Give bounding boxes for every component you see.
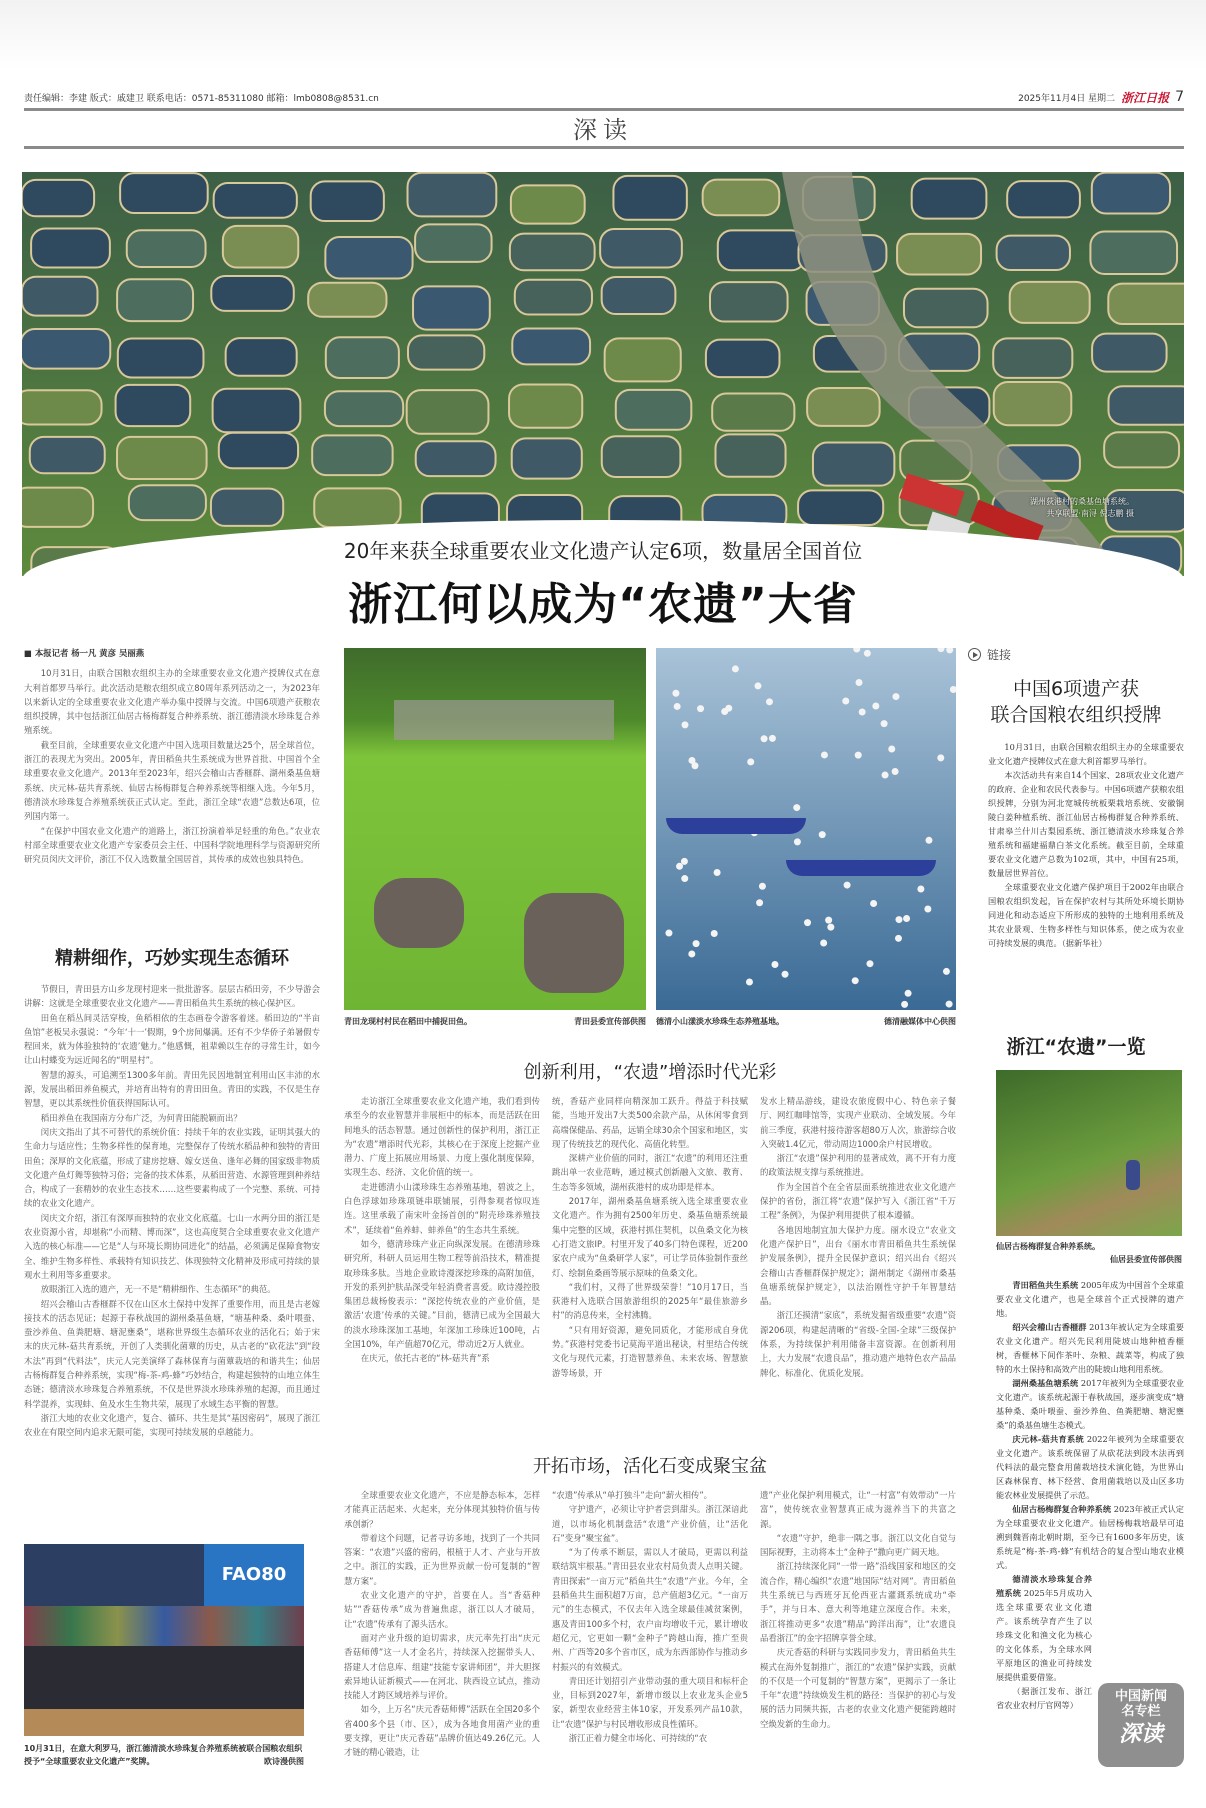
section3-paragraph: 守护遗产，必须让守护者尝到甜头。浙江深谙此道，以市场化机制盘活“农遗”产业价值，让“活化石”变身“聚宝盆”。 [552,1504,748,1543]
badge-line3: 深读 [1118,1722,1163,1747]
heritage-text: 2023年被正式认定为全球重要农业文化遗产。仙居杨梅栽培最早可追溯到魏晋南北朝时期，至今已有1600多年历史，该系统是“梅-茶-鸡-蜂”有机结合的复合型山地农业模式。 [996,1504,1184,1570]
fish-pond [120,173,208,213]
circle-arrow-icon [968,648,981,661]
rice-photo-credit: 青田县委宣传部供图 [574,1017,646,1026]
buoy [827,924,834,931]
fish-pond [117,279,193,321]
bayberry-photo-credit: 仙居县委宣传部供图 [1110,1255,1182,1264]
buoy [732,665,739,672]
section3-paragraph: 带着这个问题，记者寻访多地，找到了一个共同答案：“农遗”兴盛的密码，根植于人才、产业与开放之中。浙江的实践，正为世界贡献一份可复制的“智慧方案”。 [344,1532,540,1586]
editor-info: 责任编辑：李建 版式：戚建卫 联系电话：0571-85311080 邮箱：lmb0808@8531.cn [24,93,379,104]
fish-pond [1108,284,1184,324]
section-rule [24,146,1184,149]
sidebar-box1-body [988,740,1184,950]
box1-paragraph: 本次活动共有来自14个国家、28项农业文化遗产的政府、企业和农民代表参与。中国6项遗产获粮农组织授牌，分别为河北宽城传统板栗栽培系统、安徽铜陵白姜种植系统、浙江仙居古杨梅群复合种养系统、甘肃皋兰什川古梨园系统、浙江德清淡水珍珠复合养殖系统和福建福鼎白茶文化系统。截至目前，全球重要农业文化遗产总数为102项，其中，中国有25项，数量居世界首位。 [988,770,1184,878]
fish-pond [30,437,105,473]
fish-pond [1104,432,1179,467]
buoy [844,882,851,889]
fish-pond [325,237,412,278]
fish-pond [997,236,1070,270]
fish-pond [311,181,384,221]
fish-pond [1010,282,1090,323]
buoy [852,977,859,984]
fish-pond [515,280,592,315]
section3-column-3 [760,1488,956,1788]
pearl-photo-caption [656,1016,956,1027]
heritage-text: 2022年被列为全球重要农业文化遗产。该系统保留了从砍花法到段木法再到代料法的最完整食用菌栽培技术演化链，为世界山区森林保育、林下经营、食用菌栽培以及山区多功能农林业发展提供了示范。 [996,1434,1185,1500]
buoy [882,772,889,779]
fish-pond [314,488,400,527]
hero-photo-illustration [22,172,1184,576]
section2-heading: 创新利用，“农遗”增添时代光彩 [523,1062,777,1083]
buoy [819,831,826,838]
heritage-name: 湖州桑基鱼塘系统 [1012,1378,1079,1388]
fish-pond [211,276,293,311]
fish-pond [602,277,676,314]
headline: 浙江何以成为“农遗”大省 [348,579,858,630]
heritage-item [996,1376,1184,1432]
hero-photo-fish-ponds [22,172,1184,576]
fish-pond [798,490,883,525]
section3-column-1 [344,1488,540,1788]
buoy [672,690,679,697]
section3-heading: 开拓市场，活化石变成聚宝盆 [533,1456,767,1477]
buoy [892,768,899,775]
buoy [681,875,688,882]
column-badge [1098,1683,1184,1767]
heritage-text: 2025年5月成功入选全球重要农业文化遗产。该系统孕育产生了以珍珠文化和渔文化为核心的文化体系，为全球水网平原地区的渔业可持续发展提供重要借鉴。 [996,1588,1093,1682]
sidebar-box2-list [996,1278,1184,1712]
fish-pond [512,328,590,364]
screen-backdrop [24,1544,204,1606]
fish-pond [511,185,585,223]
intro-paragraph: 截至目前，全球重要农业文化遗产中国入选项目数量达25个，居全球首位，浙江的表现尤为突出。2005年，青田稻鱼共生系统成为世界首批、中国首个全球重要农业文化遗产。2013年至2023年，绍兴会稽山古香榧群、湖州桑基鱼塘系统、庆元林-菇共育系统、仙居古杨梅群复合种养系统等相继入选。今年5月，德清淡水珍珠复合养殖系统获正式认定。至此，浙江全球“农遗”总数达6项，位列国内第一。 [24,739,320,822]
heritage-name: 青田稻鱼共生系统 [1012,1280,1079,1290]
fish-pond [1090,232,1177,274]
fish-pond [1092,173,1170,214]
farmers-group [374,878,464,948]
award-ceremony-photo [24,1544,304,1736]
fish-pond [703,180,780,216]
box1-title-line1: 中国6项遗产获 [1012,678,1140,700]
fish-pond [22,390,102,424]
heritage-item [996,1432,1184,1502]
fish-pond [219,433,298,469]
fish-pond [408,335,484,369]
fish-pond [1092,334,1166,372]
fish-pond [308,283,386,317]
fish-pond [413,286,490,329]
fish-pond [22,180,94,216]
fish-pond [22,488,93,527]
section2-paragraph: 浙江“农遗”保护利用的显著成效，离不开有力度的政策法规支撑与系统推进。 [760,1153,956,1178]
buoy [870,900,877,907]
buoy [693,940,700,947]
heritage-item [996,1278,1184,1320]
bayberry-photo [996,1070,1182,1236]
buoy [688,757,695,764]
fish-pond [813,443,894,486]
box1-paragraph: 全球重要农业文化遗产保护项目于2002年由联合国粮农组织发起，旨在保护农村与其所处环境长期协同进化和动态适应下所形成的独特的土地利用系统及其农业景观、生物多样性与知识体系，使之成为农业可持续发展的典范。（据新华社） [988,882,1184,948]
section1-paragraph: 田鱼在稻丛间灵活穿梭，鱼稻相依的生态画卷令游客着迷。稻田边的“半亩鱼馆”老板吴永强说：“今年‘十一’假期，9个房间爆满。还有不少华侨子弟暑假专程回来，就为体验独特的‘农遗’魅力。”他感慨，祖辈赖以生存的寻常生计，如今让山村蝶变为远近闻名的“明星村”。 [24,1012,320,1066]
page-number: 7 [1175,89,1184,105]
heritage-name: 庆元林-菇共育系统 [1012,1434,1084,1444]
flags-row [24,1606,304,1646]
link-label-text: 链接 [987,648,1012,662]
buoy [793,804,800,811]
buoy [756,899,763,906]
section2-column-3 [760,1094,956,1424]
fish-pond [213,389,301,432]
fish-pond [22,277,97,316]
section1-paragraph: 闵庆文指出了其不可替代的系统价值：持续千年的农业实践，证明其强大的生命力与适应性；生物多样性的保育地，完整保存了传统水稻品种和独特的青田田鱼；深厚的文化底蕴，形成了建房挖塘、嫁女送鱼、逢年必舞的国家级非物质文化遗产鱼灯舞等独特习俗；完备的技术体系，从稻田营造、水源管理到种养结合，构成了一套精妙的农业生态技术……这些要素构成了一个完整、系统、可持续的农业文化遗产。 [24,1126,320,1209]
buoy [888,746,895,753]
buoy [804,919,811,926]
intro-paragraph: “在保护中国农业文化遗产的道路上，浙江扮演着举足轻重的角色。”农业农村部全球重要农业文化遗产专家委员会主任、中国科学院地理科学与资源研究所研究员闵庆文评价，浙江不仅入选数量全国居首，其传承的成效也独具特色。 [24,825,320,865]
buoy [747,758,754,765]
section2-paragraph: 浙江还摸清“家底”，系统发掘省级重要“农遗”资源206项，构建起清晰的“省级-全国-全球”三级保护体系，为持续保护利用储备丰富资源。在创新利用上，大力发展“农遗良品”，推动遗产地特色农产品品牌化、标准化、优质化发展。 [760,1310,956,1378]
buoy [766,698,773,705]
fish-pond [116,385,191,426]
buoy [674,703,681,710]
fish-pond [1007,181,1080,217]
buoy [754,682,761,689]
heritage-text: 2013年被认定为全球重要农业文化遗产。绍兴先民利用陡坡山地种植香榧树，香榧林下间作茶叶、杂粮、蔬菜等，构成了独特的水土保持和高效产出的陡坡山地利用系统。 [996,1322,1184,1374]
buoy [950,686,956,693]
section2-paragraph: 2017年，湖州桑基鱼塘系统入选全球重要农业文化遗产。作为拥有2500年历史、桑基鱼塘系统最集中完整的区域，荻港村抓住契机，以鱼桑文化为核心打造文旅IP。村里开发了40多门特色课程，近200家农户成为“鱼桑研学人家”，可让学员体验制作蚕丝灯、绘制鱼桑画等展示原味的鱼桑文化。 [552,1196,748,1278]
section1-paragraph: 放眼浙江入选的遗产，无一不是“精耕细作、生态循环”的典范。 [40,1284,276,1295]
issue-date: 2025年11月4日 星期二 [1018,93,1116,104]
fish-pond [226,338,297,376]
buoy [761,735,768,742]
hero-caption: 湖州荻港村的桑基鱼塘系统。 [1030,497,1134,506]
sidebar-box2-title: 浙江“农遗”一览 [1006,1036,1146,1058]
section1-paragraph: 闵庆文介绍，浙江有深厚而独特的农业文化底蕴。七山一水两分田的浙江是农业资源小省，却堪称“小而精、博而深”，这也高度契合全球重要农业文化遗产入选的核心标准——它是“人与环境长期协同进化”的结晶，必须满足保障食物安全、维护生物多样性、承载特有知识技艺、体现独特文化精神及形成可持续的景观水土利用等多重要求。 [24,1212,320,1280]
hero-photographer: 共享联盟·南浔 倪志鹏 摄 [1046,509,1134,518]
section1-column [24,982,320,1494]
fish-pond [602,436,681,477]
section3-paragraph: “为了传承不断层，需以人才破局，更需以利益联结筑牢根基。”青田县农业农村局负责人点明关键。青田探索“一亩万元”稻鱼共生“农遗”产业。今年，全县稻鱼共生面积超7万亩，总产值超3亿元。“一亩万元”的生态模式，不仅去年入选全球最佳减贫案例，惠及青田100多个村，农户亩均增收千元，累计增收超亿元，它更如一颗“金种子”跨越山海，推广至贵州、广西等20多个省市区，成为东西部协作与推动乡村振兴的有效模式。 [552,1547,748,1672]
heritage-name: 仙居古杨梅群复合种养系统 [1012,1504,1112,1514]
fish-pond [600,229,682,267]
section2-paragraph: 作为全国首个在全省层面系统推进农业文化遗产保护的省份，浙江将“农遗”保护写入《浙江省“千万工程”条例》，为保护利用提供了根本遵循。 [760,1181,956,1221]
fish-pond [605,338,681,381]
section1-heading: 精耕细作，巧妙实现生态循环 [55,948,289,969]
fish-pond [416,441,496,476]
badge-line1: 中国新闻 [1114,1689,1167,1704]
buoy [759,883,766,890]
buoy [895,916,902,923]
heritage-text: 2017年被列为全球重要农业文化遗产。该系统起源于春秋战国，逐步演变成“塘基种桑、桑叶喂蚕、蚕沙养鱼、鱼粪肥塘、塘泥壅桑”的桑基鱼塘生态模式。 [996,1378,1184,1430]
buoy [859,709,866,716]
intro-paragraph: 10月31日，由联合国粮农组织主办的全球重要农业文化遗产授牌仪式在意大利首都罗马举行。此次活动是粮农组织成立80周年系列活动之一，为2023年以来新认定的全球重要农业文化遗产举办集中授牌与交流。中国6项遗产获粮农组织授牌，其中包括浙江仙居古杨梅群复合种养系统、浙江德清淡水珍珠复合养殖系统。 [24,668,320,736]
fish-pond [512,438,582,478]
rice-photo-caption [344,1016,646,1027]
box1-title-line2: 联合国粮农组织授牌 [990,704,1162,726]
fish-pond [407,390,489,434]
section2-column-2 [552,1094,748,1424]
fish-pond [117,437,207,479]
buoy [855,752,862,759]
buoy [681,721,688,728]
buoy [769,735,776,742]
farmers-group [524,893,624,993]
buoy [676,863,683,870]
farmer-figure [1126,1160,1140,1190]
buoy [866,960,873,967]
heritage-name: 绍兴会稽山古香榧群 [1012,1322,1087,1332]
section1-paragraph: 智慧的源头，可追溯至1300多年前。青田先民因地制宜利用山区丰沛的水源，发展出稻田养鱼模式，并培育出特有的青田田鱼。青田的实践，不仅是生存智慧，更以其系统性价值获得国际认可。 [24,1069,320,1109]
buoy [917,886,924,893]
fish-pond [127,230,206,267]
buoy [937,754,944,761]
section3-paragraph: 浙江持续深化同“一带一路”沿线国家和地区的交流合作，精心编织“农遗”地国际“结对网”。青田稻鱼共生系统已与西班牙瓦伦西亚古灌溉系统成功“牵手”，并与日本、意大利等地建立深度合作。未来，浙江将推动更多“农遗”精品“跨洋出海”，让“农遗良品看浙江”的金字招牌享誉全球。 [760,1561,956,1643]
fish-pond [31,229,110,268]
buoy [842,697,849,704]
fish-pond [706,340,780,377]
section2-paragraph: 在庆元，依托古老的“林-菇共育”系 [360,1353,490,1364]
heritage-item [996,1572,1092,1684]
fish-pond [510,234,595,271]
buoy [665,930,672,937]
section3-paragraph: “农遗”传承从“单打独斗”走向“薪火相传”。 [552,1490,713,1500]
fish-pond [715,434,785,476]
buoy [924,906,931,913]
rice-field-photo [344,648,646,1010]
section1-paragraph: 节假日，青田县方山乡龙现村迎来一批批游客。层层古稻田旁，不少导游会讲解：这就是全球重要农业文化遗产——青田稻鱼共生系统的核心保护区。 [24,984,320,1009]
section3-paragraph: 如今，上万名“庆元香菇师傅”活跃在全国20多个省400多个县（市、区），成为各地食用菌产业的重要支撑，更让“庆元香菇”品牌价值达49.26亿元。人才链的精心锻造，让 [344,1704,540,1758]
fish-pond [994,382,1072,425]
section2-paragraph: 深耕产业价值的同时，浙江“农遗”的利用还注重跳出单一农业范畴，通过模式创新融入文旅、教育、生态等多领域，湖州荻港村的成功即是样本。 [552,1153,748,1192]
section-title: 深读 [573,116,633,144]
masthead [24,88,1184,106]
buoy [825,917,832,924]
buoy [697,705,704,712]
section3-column-2 [552,1488,748,1788]
fish-pond [223,226,298,268]
buoy [901,1001,908,1008]
fish-pond [214,183,297,218]
top-fade [0,0,1206,70]
award-photo-caption [24,1742,304,1768]
boat [666,818,806,834]
fish-pond [211,489,283,526]
section3-paragraph: 面对产业升级的迫切需求，庆元率先打出“庆元香菇师傅”这一人才金名片，持续深入挖掘带头人、搭建人才信息库、组建“技能专家讲师团”，并大胆探索异地认证新模式——在河北、陕西设立试点，推动技能人才跨区域培养与评价。 [344,1632,540,1701]
subheadline: 20年来获全球重要农业文化遗产认定6项，数量居全国首位 [343,539,863,563]
buoy [782,971,789,978]
pearl-caption-text: 德清小山漾淡水珍珠生态养殖基地。 [656,1017,784,1026]
fish-pond [509,384,582,427]
section2-column-1 [344,1094,540,1424]
intro-column [24,646,320,866]
fish-pond [613,176,686,220]
award-photo-credit: 欧诗漫供图 [264,1757,304,1766]
rice-caption-text: 青田龙现村村民在稻田中捕捉田鱼。 [344,1017,472,1026]
hero-photo-credit [1030,496,1134,520]
section1-paragraph: 绍兴会稽山古香榧群不仅在山区水土保持中发挥了重要作用，而且是古老嫁接技术的活态见证；起源于春秋战国的湖州桑基鱼塘，“塘基种桑、桑叶喂蚕、蚕沙养鱼、鱼粪肥塘、塘泥壅桑”，堪称世界级生态循环农业的活化石；始于宋末的庆元林-菇共育系统，开创了人类驯化菌蕈的历史，从古老的“砍花法”到“段木法”再到“代料法”，庆元人完美演绎了森林保育与菌蕈栽培的和谐共生；仙居古杨梅群复合种养系统，实现“梅-茶-鸡-蜂”巧妙结合，构建起独特的山地立体生态链；德清淡水珍珠复合养殖系统，不仅是世界淡水珍珠养殖的起源，而且通过科学混养，实现蚌、鱼及水生生物共荣，展现了水域生态平衡的智慧。 [24,1298,320,1409]
section3-paragraph: 全球重要农业文化遗产，不应是静态标本，怎样才能真正活起来、火起来，充分体现其独特价值与传承创新？ [344,1490,540,1529]
buoy [946,648,953,653]
fish-pond [312,435,392,475]
section3-paragraph: 浙江正着力健全市场化、可持续的“农 [568,1733,708,1744]
buoy [895,935,902,942]
buoy [794,838,801,845]
buoy [820,939,827,946]
fish-pond [326,337,399,378]
fish-pond [325,391,403,426]
boat [786,860,936,876]
fish-pond [415,224,491,262]
buoy [714,869,721,876]
buoy [821,751,828,758]
sidebar-source: （据浙江发布、浙江省农业农村厅官网等） [996,1686,1092,1710]
section2-paragraph: 发水上精品游线，建设农旅度假中心、特色亲子餐厅、网红咖啡馆等，实现产业联动、全域发展。今年前三季度，荻港村接待游客超80万人次，旅游综合收入突破1.4亿元，带动周边1000余户村民增收。 [760,1096,956,1149]
section2-paragraph: 各地因地制宜加大保护力度。丽水设立“农业文化遗产保护日”，出台《丽水市青田稻鱼共生系统保护发展条例》，提升全民保护意识；绍兴出台《绍兴会稽山古香榧群保护规定》；湖州制定《湖州市桑基鱼塘系统保护规定》，以法治刚性守护千年智慧结晶。 [760,1224,956,1307]
buoy [853,648,860,653]
buoy [746,978,753,985]
section2-paragraph: “我们村，又得了世界级荣誉！”10月17日，当荻港村入选联合国旅游组织的2025年“最佳旅游乡村”的消息传来，全村沸腾。 [552,1281,748,1321]
section2-paragraph: 走访浙江全球重要农业文化遗产地，我们看到传承至今的农业智慧并非展柜中的标本，而是活跃在田间地头的活态智慧。通过创新性的保护利用，浙江正为“农遗”增添时代光彩，其核心在于深度上挖掘产业潜力、广度上拓展应用场景、力度上强化制度保障，实现生态、经济、文化价值的统一。 [344,1096,540,1178]
heritage-name: 德清淡水珍珠复合养殖系统 [996,1574,1092,1598]
fish-pond [718,230,805,270]
bayberry-caption-text: 仙居古杨梅群复合种养系统。 [996,1242,1100,1251]
fish-pond [1108,386,1184,424]
fish-pond [408,173,497,217]
pearl-photo-credit: 德清融媒体中心供图 [884,1017,956,1026]
section3-paragraph: “农遗”守护，绝非一隅之事。浙江以文化自觉与国际视野，主动将本土“金种子”撒向更广阔天地。 [760,1532,956,1558]
buoy [881,720,888,727]
buoy [856,679,863,686]
section2-paragraph: 统，香菇产业同样向精深加工跃升。得益于科技赋能，当地开发出7大类500余款产品，从休闲零食到高端保健品、药品，远销全球30余个国家和地区，实现了传统技艺的现代化、高值化转型。 [552,1096,748,1149]
buoy [946,1001,953,1008]
buoy [892,693,899,700]
fish-pond [712,393,794,430]
masthead-right [1018,89,1184,106]
buoy [943,968,950,975]
buoy [905,990,912,997]
bayberry-photo-caption [996,1240,1182,1266]
buoy [688,950,695,957]
buoy [864,650,871,657]
fish-pond [904,289,988,328]
buoy [925,837,932,844]
award-caption-text: 10月31日，在意大利罗马，浙江德清淡水珍珠复合养殖系统被联合国粮农组织授予“全球重要农业文化遗产”奖牌。 [24,1744,303,1766]
buoy [771,961,778,968]
badge-line2: 名专栏 [1121,1704,1161,1719]
buoy [937,648,944,652]
pearl-farm-photo [656,648,956,1010]
heritage-item [996,1502,1184,1572]
section3-paragraph: 庆元香菇的科研与实践同步发力，青田稻鱼共生模式在海外复制推广，浙江的“农遗”保护实践，贡献的不仅是一个可复制的“智慧方案”，更揭示了一条让千年“农遗”持续焕发生机的路径：当保护的初心与发展的活力同频共振，古老的农业文化遗产便能跨越时空焕发新的生命力。 [760,1647,956,1729]
fish-pond [807,388,879,426]
fao80-banner: FAO80 [204,1544,304,1606]
fish-pond [616,390,692,430]
paper-logo: 浙江日报 [1121,90,1170,105]
section2-paragraph: 如今，德清珍珠产业正向纵深发展。在德清珍珠研究所，科研人员运用生物工程等前沿技术，精准提取珍珠多肽。当地企业欧诗漫深挖珍珠的高附加值，开发的系列护肤品深受年轻消费者喜爱。欧诗漫控股集团总裁杨俊表示：“深挖传统农业的产业价值，是激活‘农遗’传承的关键。”目前，德清已成为全国最大的淡水珍珠深加工基地，年深加工珍珠近100吨，占全国10%，年产值超70亿元，带动近2万人就业。 [344,1238,540,1350]
section1-paragraph: 浙江大地的农业文化遗产，复合、循环、共生是其“基因密码”，展现了浙江农业在有限空间内追求无限可能，实现可持续发展的卓越能力。 [24,1412,320,1438]
village-houses [394,700,614,740]
section3-paragraph: 遗”产业化保护利用模式，让“一村富”有效带动“一片富”，使传统农业智慧真正成为滋养当下的共富之源。 [760,1490,956,1529]
fish-pond [897,234,981,275]
section3-paragraph: 青田还计划招引产业带动强的重大项目和标杆企业，目标到2027年，新增市级以上农业龙头企业5家，新型农业经营主体10家，开发系列产品10款，让“农遗”保护与村民增收形成良性循环。 [552,1675,748,1729]
buoy [872,702,879,709]
section3-paragraph: 农业文化遗产的守护，首要在人。当“香菇种姑”“香菇传承”成为普遍焦虑，浙江以人才破局，让“农遗”传承有了源头活水。 [344,1590,540,1629]
fish-pond [22,329,110,369]
fish-pond [710,282,788,321]
heritage-item [996,1320,1184,1376]
buoy [903,915,910,922]
fish-pond [912,179,987,219]
heritage-text: 2005年成为中国首个全球重要农业文化遗产，也是全球首个正式授牌的遗产地。 [996,1280,1184,1318]
byline: ■ 本报记者 杨一凡 黄彦 吴丽燕 [24,648,145,658]
fish-pond [993,338,1072,378]
sidebar-link-label [968,646,1011,663]
section2-paragraph: “只有用好资源，避免同质化，才能形成自身优势。”荻港村党委书记莫海平道出秘诀，村里结合传统文化与现代元素，打造智慧养鱼、未来农场、智慧旅游等场景，开 [552,1324,748,1378]
section1-paragraph: 稻田养鱼在我国南方分布广泛，为何青田能脱颖而出？ [40,1112,242,1123]
sidebar-box1-title [968,676,1184,728]
table [24,1709,304,1736]
fish-pond [129,485,206,520]
buoy [711,930,718,937]
section2-paragraph: 走进德清小山漾珍珠生态养殖基地，碧波之上，白色浮球如珍珠项链串联铺展，引得参观者惊叹连连。这里承载了南宋叶金扬首创的“附壳珍珠养殖技术”，延续着“鱼养蚌、蚌养鱼”的生态共生系统。 [344,1181,540,1235]
buoy [725,705,732,712]
fish-pond [118,339,204,378]
box1-paragraph: 10月31日，由联合国粮农组织主办的全球重要农业文化遗产授牌仪式在意大利首都罗马举行。 [988,742,1184,766]
